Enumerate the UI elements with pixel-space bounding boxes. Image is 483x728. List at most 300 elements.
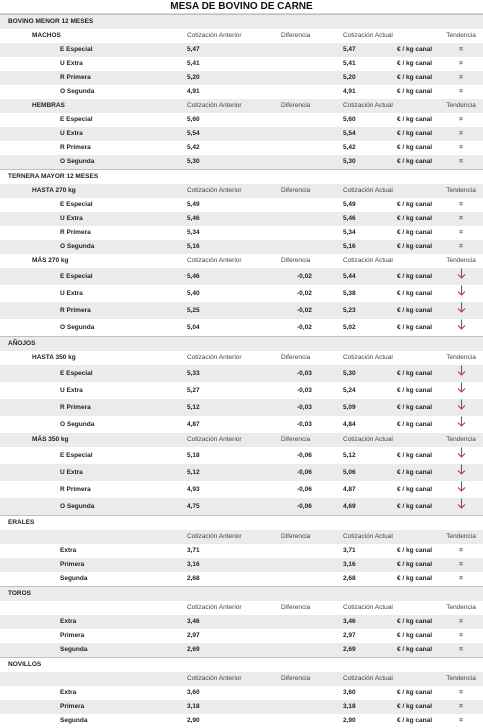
table-row — [0, 686, 483, 700]
grade-label: E Especial — [0, 43, 165, 57]
price-diferencia — [257, 113, 321, 127]
price-anterior: 5,42 — [165, 141, 257, 155]
unit-label: € / kg canal — [393, 498, 439, 516]
unit-label: € / kg canal — [393, 481, 439, 498]
header-actual: Cotización Actual — [321, 433, 393, 447]
header-diferencia: Diferencia — [257, 184, 321, 198]
price-actual: 5,60 — [321, 113, 393, 127]
trend-cell — [439, 416, 483, 433]
header-tendencia: Tendencia — [439, 99, 483, 113]
price-diferencia — [257, 155, 321, 170]
price-actual: 5,16 — [321, 240, 393, 254]
table-row — [0, 212, 483, 226]
price-actual: 5,09 — [321, 399, 393, 416]
unit-label: € / kg canal — [393, 212, 439, 226]
header-tendencia: Tendencia — [439, 672, 483, 686]
unit-label: € / kg canal — [393, 85, 439, 99]
grade-label: O Segunda — [0, 319, 165, 337]
trend-cell — [439, 285, 483, 302]
price-diferencia: -0,03 — [257, 416, 321, 433]
trend-cell — [439, 572, 483, 587]
table-row — [0, 155, 483, 170]
price-diferencia — [257, 629, 321, 643]
group-header-row — [0, 530, 483, 544]
price-actual: 5,42 — [321, 141, 393, 155]
trend-cell — [439, 615, 483, 629]
header-spacer — [393, 29, 439, 43]
unit-label: € / kg canal — [393, 464, 439, 481]
trend-equal: = — [459, 561, 463, 568]
unit-label: € / kg canal — [393, 572, 439, 587]
unit-label: € / kg canal — [393, 57, 439, 71]
header-spacer — [393, 184, 439, 198]
trend-equal: = — [459, 575, 463, 582]
grade-label: E Especial — [0, 365, 165, 382]
price-anterior: 5,12 — [165, 464, 257, 481]
arrow-down-icon — [457, 285, 466, 302]
price-anterior: 5,46 — [165, 212, 257, 226]
table-row — [0, 629, 483, 643]
price-actual: 5,30 — [321, 365, 393, 382]
unit-label: € / kg canal — [393, 43, 439, 57]
grade-label: Extra — [0, 686, 165, 700]
header-tendencia: Tendencia — [439, 433, 483, 447]
section-row — [0, 587, 483, 602]
group-title: HEMBRAS — [0, 99, 165, 113]
table-row — [0, 85, 483, 99]
header-actual: Cotización Actual — [321, 530, 393, 544]
trend-cell — [439, 113, 483, 127]
table-row — [0, 643, 483, 658]
price-anterior: 4,91 — [165, 85, 257, 99]
unit-label: € / kg canal — [393, 71, 439, 85]
price-actual: 2,68 — [321, 572, 393, 587]
price-actual: 5,49 — [321, 198, 393, 212]
header-tendencia: Tendencia — [439, 29, 483, 43]
price-diferencia — [257, 198, 321, 212]
header-diferencia: Diferencia — [257, 254, 321, 268]
trend-equal: = — [459, 717, 463, 724]
price-diferencia — [257, 572, 321, 587]
arrow-down-icon — [457, 365, 466, 382]
price-anterior: 4,75 — [165, 498, 257, 516]
grade-label: U Extra — [0, 127, 165, 141]
table-row — [0, 498, 483, 516]
price-diferencia — [257, 544, 321, 558]
table-row — [0, 319, 483, 337]
price-actual: 3,60 — [321, 686, 393, 700]
page-title: MESA DE BOVINO DE CARNE — [0, 0, 483, 14]
grade-label: Extra — [0, 615, 165, 629]
table-row — [0, 141, 483, 155]
table-row — [0, 268, 483, 285]
price-actual: 2,69 — [321, 643, 393, 658]
trend-cell — [439, 643, 483, 658]
trend-equal: = — [459, 130, 463, 137]
grade-label: U Extra — [0, 382, 165, 399]
price-actual: 5,54 — [321, 127, 393, 141]
price-actual: 3,16 — [321, 558, 393, 572]
header-actual: Cotización Actual — [321, 601, 393, 615]
table-row — [0, 302, 483, 319]
trend-cell — [439, 686, 483, 700]
header-actual: Cotización Actual — [321, 99, 393, 113]
unit-label: € / kg canal — [393, 302, 439, 319]
table-row — [0, 481, 483, 498]
header-anterior: Cotización Anterior — [165, 672, 257, 686]
table-row — [0, 558, 483, 572]
trend-cell — [439, 127, 483, 141]
table-row — [0, 240, 483, 254]
price-anterior: 2,90 — [165, 714, 257, 728]
price-actual: 5,46 — [321, 212, 393, 226]
group-header-row — [0, 351, 483, 365]
trend-cell — [439, 212, 483, 226]
price-anterior: 5,30 — [165, 155, 257, 170]
table-row — [0, 43, 483, 57]
group-header-row — [0, 254, 483, 268]
group-title — [0, 530, 165, 544]
header-spacer — [393, 601, 439, 615]
header-diferencia: Diferencia — [257, 530, 321, 544]
grade-label: O Segunda — [0, 240, 165, 254]
trend-equal: = — [459, 116, 463, 123]
trend-equal: = — [459, 215, 463, 222]
price-actual: 2,97 — [321, 629, 393, 643]
grade-label: O Segunda — [0, 155, 165, 170]
trend-cell — [439, 544, 483, 558]
grade-label: U Extra — [0, 464, 165, 481]
trend-cell — [439, 365, 483, 382]
table-row — [0, 714, 483, 728]
grade-label: E Especial — [0, 447, 165, 464]
header-actual: Cotización Actual — [321, 29, 393, 43]
grade-label: Segunda — [0, 643, 165, 658]
unit-label: € / kg canal — [393, 399, 439, 416]
header-anterior: Cotización Anterior — [165, 601, 257, 615]
price-diferencia — [257, 127, 321, 141]
trend-cell — [439, 464, 483, 481]
header-anterior: Cotización Anterior — [165, 351, 257, 365]
arrow-down-icon — [457, 447, 466, 464]
grade-label: R Primera — [0, 71, 165, 85]
trend-equal: = — [459, 158, 463, 165]
price-anterior: 5,54 — [165, 127, 257, 141]
table-row — [0, 285, 483, 302]
trend-cell — [439, 629, 483, 643]
table-row — [0, 365, 483, 382]
trend-cell — [439, 481, 483, 498]
table-row — [0, 226, 483, 240]
price-diferencia: -0,06 — [257, 447, 321, 464]
header-actual: Cotización Actual — [321, 672, 393, 686]
section-row — [0, 337, 483, 352]
trend-cell — [439, 85, 483, 99]
trend-equal: = — [459, 547, 463, 554]
unit-label: € / kg canal — [393, 643, 439, 658]
price-actual: 5,12 — [321, 447, 393, 464]
grade-label: Segunda — [0, 572, 165, 587]
table-row — [0, 127, 483, 141]
trend-cell — [439, 43, 483, 57]
price-actual: 3,18 — [321, 700, 393, 714]
grade-label: O Segunda — [0, 498, 165, 516]
price-diferencia: -0,06 — [257, 464, 321, 481]
price-actual: 3,46 — [321, 615, 393, 629]
price-diferencia — [257, 643, 321, 658]
unit-label: € / kg canal — [393, 615, 439, 629]
table-row — [0, 447, 483, 464]
header-diferencia: Diferencia — [257, 29, 321, 43]
section-row — [0, 15, 483, 30]
header-anterior: Cotización Anterior — [165, 29, 257, 43]
unit-label: € / kg canal — [393, 198, 439, 212]
grade-label: Extra — [0, 544, 165, 558]
unit-label: € / kg canal — [393, 382, 439, 399]
unit-label: € / kg canal — [393, 629, 439, 643]
unit-label: € / kg canal — [393, 113, 439, 127]
group-title: MACHOS — [0, 29, 165, 43]
trend-cell — [439, 155, 483, 170]
table-row — [0, 382, 483, 399]
header-diferencia: Diferencia — [257, 99, 321, 113]
price-actual: 5,02 — [321, 319, 393, 337]
group-title: MÁS 350 kg — [0, 433, 165, 447]
price-anterior: 3,18 — [165, 700, 257, 714]
price-actual: 5,23 — [321, 302, 393, 319]
grade-label: U Extra — [0, 285, 165, 302]
trend-cell — [439, 57, 483, 71]
trend-cell — [439, 700, 483, 714]
price-anterior: 5,20 — [165, 71, 257, 85]
header-diferencia: Diferencia — [257, 672, 321, 686]
unit-label: € / kg canal — [393, 416, 439, 433]
arrow-down-icon — [457, 416, 466, 433]
grade-label: Segunda — [0, 714, 165, 728]
section-title: TERNERA MAYOR 12 MESES — [0, 170, 483, 185]
trend-equal: = — [459, 88, 463, 95]
header-tendencia: Tendencia — [439, 254, 483, 268]
price-actual: 5,34 — [321, 226, 393, 240]
unit-label: € / kg canal — [393, 319, 439, 337]
price-anterior: 2,69 — [165, 643, 257, 658]
price-anterior: 2,97 — [165, 629, 257, 643]
section-row — [0, 516, 483, 531]
header-tendencia: Tendencia — [439, 601, 483, 615]
table-row — [0, 113, 483, 127]
section-title: NOVILLOS — [0, 658, 483, 673]
price-anterior: 5,12 — [165, 399, 257, 416]
grade-label: R Primera — [0, 226, 165, 240]
price-actual: 4,84 — [321, 416, 393, 433]
trend-cell — [439, 268, 483, 285]
arrow-down-icon — [457, 319, 466, 336]
table-row — [0, 464, 483, 481]
price-table — [0, 14, 483, 728]
price-anterior: 5,25 — [165, 302, 257, 319]
price-diferencia — [257, 212, 321, 226]
price-actual: 2,90 — [321, 714, 393, 728]
grade-label: R Primera — [0, 399, 165, 416]
header-tendencia: Tendencia — [439, 530, 483, 544]
unit-label: € / kg canal — [393, 155, 439, 170]
price-actual: 4,87 — [321, 481, 393, 498]
trend-cell — [439, 226, 483, 240]
price-diferencia — [257, 714, 321, 728]
grade-label: E Especial — [0, 268, 165, 285]
price-diferencia — [257, 85, 321, 99]
trend-equal: = — [459, 618, 463, 625]
header-actual: Cotización Actual — [321, 184, 393, 198]
header-anterior: Cotización Anterior — [165, 530, 257, 544]
header-spacer — [393, 351, 439, 365]
group-header-row — [0, 29, 483, 43]
unit-label: € / kg canal — [393, 226, 439, 240]
header-spacer — [393, 254, 439, 268]
price-diferencia — [257, 57, 321, 71]
header-anterior: Cotización Anterior — [165, 433, 257, 447]
unit-label: € / kg canal — [393, 714, 439, 728]
grade-label: U Extra — [0, 57, 165, 71]
price-anterior: 5,60 — [165, 113, 257, 127]
arrow-down-icon — [457, 399, 466, 416]
trend-cell — [439, 198, 483, 212]
arrow-down-icon — [457, 481, 466, 498]
section-title: BOVINO MENOR 12 MESES — [0, 15, 483, 30]
arrow-down-icon — [457, 464, 466, 481]
price-anterior: 5,34 — [165, 226, 257, 240]
price-anterior: 5,04 — [165, 319, 257, 337]
header-actual: Cotización Actual — [321, 254, 393, 268]
unit-label: € / kg canal — [393, 544, 439, 558]
group-header-row — [0, 99, 483, 113]
table-row — [0, 399, 483, 416]
trend-cell — [439, 319, 483, 337]
price-diferencia: -0,03 — [257, 382, 321, 399]
section-row — [0, 658, 483, 673]
price-actual: 3,71 — [321, 544, 393, 558]
grade-label: Primera — [0, 700, 165, 714]
trend-equal: = — [459, 689, 463, 696]
price-actual: 4,91 — [321, 85, 393, 99]
price-actual: 5,41 — [321, 57, 393, 71]
unit-label: € / kg canal — [393, 141, 439, 155]
trend-equal: = — [459, 243, 463, 250]
grade-label: E Especial — [0, 198, 165, 212]
group-title: HASTA 350 kg — [0, 351, 165, 365]
section-title: ERALES — [0, 516, 483, 531]
trend-cell — [439, 558, 483, 572]
price-diferencia: -0,02 — [257, 285, 321, 302]
trend-cell — [439, 71, 483, 85]
group-title: MÁS 270 kg — [0, 254, 165, 268]
grade-label: R Primera — [0, 141, 165, 155]
unit-label: € / kg canal — [393, 365, 439, 382]
price-anterior: 5,47 — [165, 43, 257, 57]
price-anterior: 3,16 — [165, 558, 257, 572]
price-anterior: 4,87 — [165, 416, 257, 433]
table-row — [0, 71, 483, 85]
price-anterior: 5,33 — [165, 365, 257, 382]
price-diferencia — [257, 615, 321, 629]
price-anterior: 5,16 — [165, 240, 257, 254]
trend-cell — [439, 302, 483, 319]
price-actual: 5,38 — [321, 285, 393, 302]
price-anterior: 2,68 — [165, 572, 257, 587]
price-diferencia — [257, 226, 321, 240]
trend-cell — [439, 382, 483, 399]
header-tendencia: Tendencia — [439, 351, 483, 365]
price-table-body — [0, 15, 483, 728]
price-actual: 5,30 — [321, 155, 393, 170]
section-title: TOROS — [0, 587, 483, 602]
header-diferencia: Diferencia — [257, 433, 321, 447]
price-anterior: 3,46 — [165, 615, 257, 629]
unit-label: € / kg canal — [393, 700, 439, 714]
price-anterior: 5,41 — [165, 57, 257, 71]
price-actual: 5,47 — [321, 43, 393, 57]
price-diferencia: -0,02 — [257, 319, 321, 337]
price-diferencia: -0,02 — [257, 302, 321, 319]
section-row — [0, 170, 483, 185]
trend-equal: = — [459, 74, 463, 81]
header-tendencia: Tendencia — [439, 184, 483, 198]
trend-equal: = — [459, 60, 463, 67]
grade-label: Primera — [0, 629, 165, 643]
header-spacer — [393, 99, 439, 113]
trend-cell — [439, 141, 483, 155]
price-actual: 4,69 — [321, 498, 393, 516]
unit-label: € / kg canal — [393, 127, 439, 141]
trend-cell — [439, 399, 483, 416]
arrow-down-icon — [457, 382, 466, 399]
group-header-row — [0, 433, 483, 447]
grade-label: R Primera — [0, 302, 165, 319]
trend-equal: = — [459, 46, 463, 53]
price-diferencia: -0,02 — [257, 268, 321, 285]
group-title — [0, 601, 165, 615]
price-diferencia — [257, 141, 321, 155]
group-title: HASTA 270 kg — [0, 184, 165, 198]
price-diferencia — [257, 240, 321, 254]
price-anterior: 3,71 — [165, 544, 257, 558]
grade-label: R Primera — [0, 481, 165, 498]
price-diferencia: -0,03 — [257, 365, 321, 382]
header-spacer — [393, 433, 439, 447]
price-anterior: 3,60 — [165, 686, 257, 700]
price-actual: 5,44 — [321, 268, 393, 285]
price-actual: 5,06 — [321, 464, 393, 481]
price-anterior: 5,40 — [165, 285, 257, 302]
table-row — [0, 544, 483, 558]
price-diferencia — [257, 686, 321, 700]
trend-cell — [439, 240, 483, 254]
unit-label: € / kg canal — [393, 447, 439, 464]
header-spacer — [393, 530, 439, 544]
arrow-down-icon — [457, 302, 466, 319]
header-diferencia: Diferencia — [257, 601, 321, 615]
price-diferencia: -0,03 — [257, 399, 321, 416]
trend-equal: = — [459, 201, 463, 208]
group-header-row — [0, 184, 483, 198]
arrow-down-icon — [457, 498, 466, 515]
price-anterior: 5,27 — [165, 382, 257, 399]
unit-label: € / kg canal — [393, 268, 439, 285]
price-diferencia — [257, 700, 321, 714]
unit-label: € / kg canal — [393, 686, 439, 700]
trend-cell — [439, 447, 483, 464]
grade-label: O Segunda — [0, 416, 165, 433]
